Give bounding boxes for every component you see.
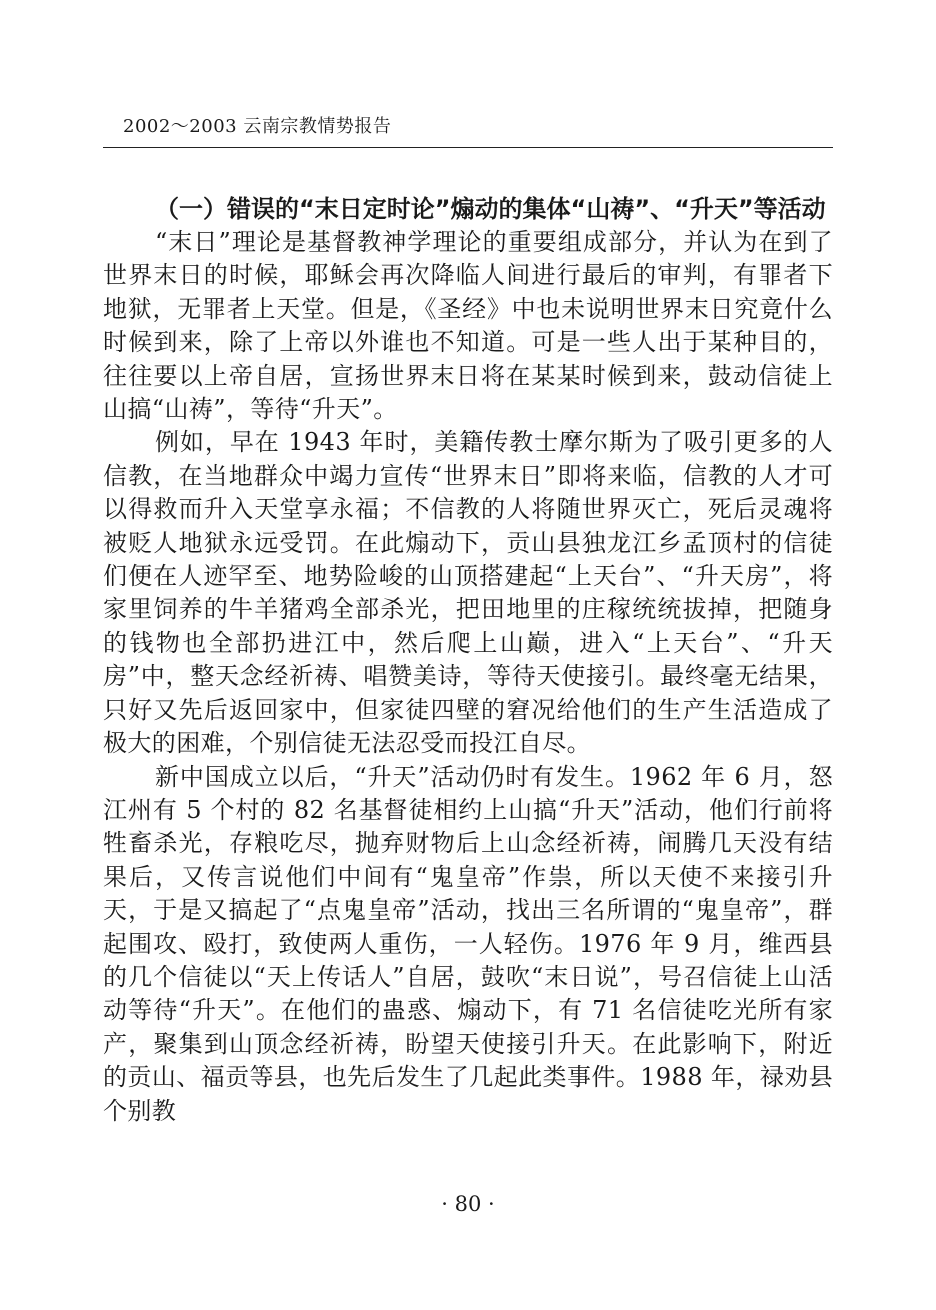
page-number: · 80 · xyxy=(441,1192,495,1216)
body-paragraph: 新中国成立以后，“升天”活动仍时有发生。1962 年 6 月，怒江州有 5 个村的 82 名基督徒相约上山搞“升天”活动，他们行前将牲畜杀光，存粮吃尽，抛弃财物后上山念经祈祷，闹腾几天没有结果后，又传言说他们中间有“鬼皇帝”作祟，所以天使不来接引升天，于是又搞起了“点鬼皇帝”活动，找出三名所谓的“鬼皇帝”，群起围攻、殴打，致使两人重伤，一人轻伤。1976 年 9 月，维西县的几个信徒以“天上传话人”自居，鼓吹“末日说”，号召信徒上山活动等待“升天”。在他们的蛊惑、煽动下，有 71 名信徒吃光所有家产，聚集到山顶念经祈祷，盼望天使接引升天。在此影响下，附近的贡山、福贡等县，也先后发生了几起此类事件。1988 年，禄劝县个别教 xyxy=(103,762,833,1125)
running-header-title: 2002～2003 云南宗教情势报告 xyxy=(123,116,392,137)
body-paragraph: 例如，早在 1943 年时，美籍传教士摩尔斯为了吸引更多的人信教，在当地群众中竭力宣传“世界末日”即将来临，信教的人才可以得救而升入天堂享永福；不信教的人将随世界灭亡，死后灵魂将被贬人地狱永远受罚。在此煽动下，贡山县独龙江乡孟顶村的信徒们便在人迹罕至、地势险峻的山顶搭建起“上天台”、“升天房”，将家里饲养的牛羊猪鸡全部杀光，把田地里的庄稼统统拔掉，把随身的钱物也全部扔进江中，然后爬上山巅，进入“上天台”、“升天房”中，整天念经祈祷、唱赞美诗，等待天使接引。最终毫无结果，只好又先后返回家中，但家徒四壁的窘况给他们的生产生活造成了极大的困难，个别信徒无法忍受而投江自尽。 xyxy=(103,428,833,758)
body-paragraph: “末日”理论是基督教神学理论的重要组成部分，并认为在到了世界末日的时候，耶稣会再次降临人间进行最后的审判，有罪者下地狱，无罪者上天堂。但是，《圣经》中也未说明世界末日究竟什么时候到来，除了上帝以外谁也不知道。可是一些人出于某种目的，往往要以上帝自居，宣扬世界末日将在某某时候到来，鼓动信徒上山搞“山祷”，等待“升天”。 xyxy=(103,228,833,424)
section-heading: （一）错误的“末日定时论”煽动的集体“山祷”、“升天”等活动 xyxy=(155,195,826,223)
running-header xyxy=(103,100,833,148)
page-body xyxy=(103,194,833,1128)
